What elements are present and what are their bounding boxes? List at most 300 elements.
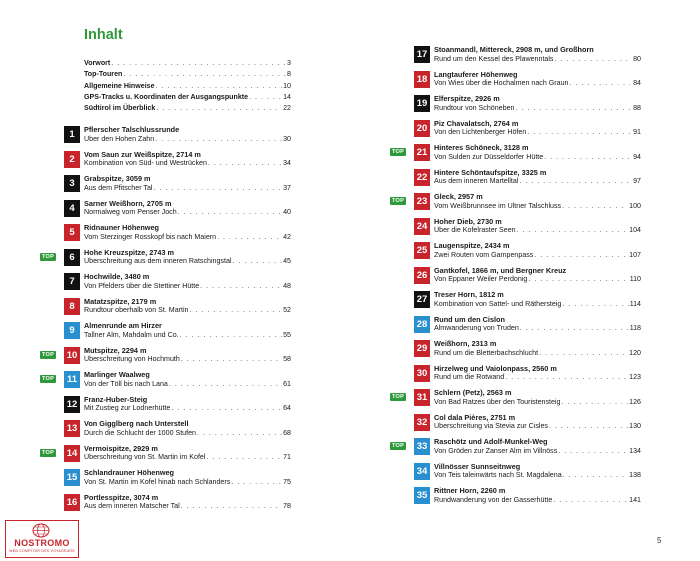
toc-entry [414,290,641,315]
front-matter-item [84,90,291,101]
front-matter-label: Top-Touren [84,70,123,79]
tour-number-badge: 24 [414,218,430,235]
leader-dots [156,82,283,90]
tour-subtitle-line [84,429,291,439]
tour-page: 107 [629,250,641,259]
tour-subtitle: Von Bad Ratzes über den Touristensteig [434,397,561,406]
tour-number-badge: 7 [64,273,80,290]
toc-entry-text [434,70,641,89]
tour-subtitle-line [434,202,641,212]
front-matter-item [84,101,291,112]
toc-entry [64,468,291,493]
tour-subtitle-line [434,422,641,432]
tour-subtitle-line [434,177,641,187]
tour-name: Gantkofel, 1866 m, und Bergner Kreuz [434,265,567,275]
tour-name: Marlinger Waalweg [84,370,150,379]
leader-dots [519,177,632,187]
tour-page: 138 [629,471,641,479]
tour-subtitle: Über die Kofelraster Seen [434,226,516,234]
tour-subtitle: Tallner Alm, Mahdalm und Co. [84,330,179,339]
tour-subtitle: Rundtour von Schöneben [434,103,515,112]
tour-subtitle-line [434,275,641,285]
toc-entry-text [434,45,641,64]
toc-entry [42,247,291,273]
tour-name: Schlern (Petz), 2563 m [434,388,512,397]
tour-number-badge: 20 [414,120,430,137]
leader-dots [515,104,632,114]
leader-dots [544,153,632,163]
tour-page: 84 [633,79,641,87]
tour-subtitle-line [434,324,641,334]
toc-entry-text [434,339,641,358]
tour-subtitle-line [84,159,291,169]
toc-entry [414,486,641,511]
tour-name: Grabspitze, 3059 m [84,174,151,183]
tour-page: 34 [283,159,291,167]
leader-dots [562,300,628,310]
tour-name: Hoher Dieb, 2730 m [434,216,502,226]
tour-name: Raschötz und Adolf-Munkel-Weg [434,437,548,446]
tour-number-badge: 21 [414,144,430,161]
toc-entry [414,241,641,266]
tour-name: Hirzelweg und Vaiolonpass, 2560 m [434,363,557,373]
toc-entry-text [84,468,291,487]
tour-name: Sarner Weißhorn, 2705 m [84,198,172,208]
tour-page: 55 [283,330,291,339]
toc-entry-text [434,266,641,285]
tour-page: 75 [283,477,291,486]
tour-name: Vom Saun zur Weißspitze, 2714 m [84,149,201,159]
tour-name: Langtauferer Höhenweg [434,69,518,79]
toc-entry [64,272,291,297]
tour-subtitle-line [434,55,641,65]
toc-entry [414,413,641,438]
toc-entry [64,395,291,420]
toc-entry [392,437,641,462]
tour-page: 120 [629,348,641,357]
toc-entry-text [434,462,641,481]
leader-dots [549,422,628,432]
leader-dots [505,373,628,383]
tour-subtitle-line [434,398,641,408]
leader-dots [190,306,283,316]
tour-subtitle-line [434,300,641,310]
leader-dots [562,202,628,212]
toc-entry-text [434,143,641,162]
tour-name: Rittner Horn, 2260 m [434,486,506,495]
toc-entry-text [84,444,291,463]
tour-subtitle: Überschreitung von Hochmuth [84,355,180,363]
tour-page: 94 [633,152,641,161]
top-tour-badge: TOP [392,443,404,449]
toc-entry [414,168,641,193]
tour-page: 91 [633,128,641,136]
leader-dots [197,429,282,439]
toc-entry [414,266,641,291]
tour-subtitle: Von der Töll bis nach Lana [84,379,168,388]
tour-name: Mutspitze, 2294 m [84,345,147,355]
tour-number-badge: 10 [64,347,80,364]
tour-number-badge: 26 [414,267,430,284]
leader-dots [563,471,629,481]
toc-entry [414,70,641,95]
toc-column-right [392,45,641,511]
tour-name: Matatzspitze, 2179 m [84,296,157,306]
tour-number-badge: 5 [64,224,80,241]
leader-dots [249,93,282,101]
toc-entry-text [84,321,291,340]
leader-dots [561,398,628,408]
tour-subtitle: Aus dem inneren Matscher Tal [84,502,180,510]
toc-entry-text [434,119,641,138]
tour-subtitle-line [84,355,291,365]
tour-name: Pflerscher Talschlussrunde [84,125,180,134]
page-title: Inhalt [84,27,123,43]
toc-entry-text [434,94,641,113]
front-matter-label: Allgemeine Hinweise [84,81,155,90]
toc-entry-text [84,174,291,193]
toc-entry-text [84,199,291,218]
page-number: 5 [657,536,662,545]
tour-subtitle-line [434,496,641,506]
top-tour-badge: TOP [42,253,54,260]
tour-subtitle-line [84,208,291,218]
tour-number-badge: 14 [64,445,80,462]
leader-dots [169,380,282,390]
leader-dots [528,275,628,285]
toc-entry-text [84,346,291,365]
tour-page: 88 [633,103,641,112]
tour-subtitle: Von Eppaner Weiler Perdonig [434,275,528,283]
tour-subtitle: Aus dem inneren Martelltal [434,177,519,185]
leader-dots [553,496,628,506]
tour-page: 100 [629,201,641,210]
toc-entry [392,388,641,413]
tour-name: Von Gigglberg nach Unterstell [84,419,189,428]
tour-subtitle-line [84,502,291,512]
top-tour-badge: TOP [392,149,404,155]
toc-entry [42,370,291,395]
toc-entry [64,199,291,224]
tour-page: 61 [283,379,291,388]
tour-subtitle-line [434,471,641,481]
tour-subtitle-line [84,184,291,194]
tour-number-badge: 19 [414,95,430,112]
front-matter-label: Südtirol im Überblick [84,103,156,112]
tour-number-badge: 13 [64,420,80,437]
leader-dots [178,208,282,218]
tour-subtitle-line [84,331,291,341]
tour-subtitle-line [84,135,291,145]
tour-name: Laugenspitze, 2434 m [434,241,510,250]
toc-entry [414,315,641,340]
tour-page: 134 [629,446,641,455]
tour-number-badge: 2 [64,151,80,168]
tour-subtitle-line [434,349,641,359]
leader-dots [206,453,282,463]
tour-subtitle-line [84,453,291,463]
leader-dots [123,70,286,78]
toc-entry-text [84,150,291,169]
tour-subtitle-line [434,128,641,138]
leader-dots [527,128,632,138]
tour-subtitle: Kombination von Sattel- und Räthersteig [434,299,562,308]
tour-number-badge: 30 [414,365,430,382]
tour-subtitle-line [434,153,641,163]
tour-number-badge: 32 [414,414,430,431]
tour-name: Piz Chavalatsch, 2764 m [434,118,519,128]
tour-subtitle-line [84,233,291,243]
leader-dots [569,79,632,89]
toc-entry [392,192,641,217]
tour-subtitle-line [434,447,641,457]
tour-number-badge: 29 [414,340,430,357]
toc-entry-text [434,486,641,505]
tour-subtitle: Vom Weißbrunnsee im Ultner Talschluss [434,201,562,210]
tour-subtitle: Über den Hohen Zahn [84,134,155,143]
tour-page: 118 [629,324,641,332]
globe-icon [30,523,52,538]
toc-entry [64,321,291,346]
tour-subtitle: Kombination von Süd- und Westrücken [84,159,207,167]
tour-subtitle: Zwei Routen vom Gampenpass [434,250,534,259]
toc-entry [414,119,641,144]
tour-page: 141 [629,495,641,504]
tour-subtitle: Überschreitung via Stevia zur Cisles [434,422,548,430]
tour-subtitle: Von St. Martin im Kofel hinab nach Schlanders [84,477,231,486]
toc-entry [42,345,291,371]
toc-entry [42,443,291,469]
toc-entry [414,45,641,70]
leader-dots [231,478,282,488]
tour-number-badge: 4 [64,200,80,217]
tour-subtitle-line [434,79,641,89]
front-matter-page: 22 [283,103,291,112]
tour-name: Elferspitze, 2926 m [434,94,500,103]
toc-entry-text [84,370,291,389]
tour-page: 30 [283,134,291,143]
toc-entry-text [434,315,641,334]
tour-subtitle: Normalweg vom Penser Joch [84,208,177,216]
leader-dots [520,324,629,334]
tour-number-badge: 31 [414,389,430,406]
front-matter-label: GPS-Tracks u. Koordinaten der Ausgangspunkte [84,92,249,101]
toc-entry-text [434,364,641,383]
toc-entry [414,339,641,364]
tour-page: 40 [283,208,291,216]
tour-subtitle: Von Teis taleinwärts nach St. Magdalena [434,471,562,479]
tour-page: 97 [633,177,641,185]
leader-dots [181,502,282,512]
top-tour-badge: TOP [42,376,54,382]
tour-subtitle: Von Pfelders über die Stettiner Hütte [84,281,200,290]
leader-dots [200,282,282,292]
toc-entry [64,223,291,248]
tour-subtitle-line [84,478,291,488]
tour-name: Hohe Kreuzspitze, 2743 m [84,247,175,257]
tour-subtitle: Von Gröden zur Zanser Alm im Villnöss [434,446,558,455]
tour-number-badge: 35 [414,487,430,504]
tour-name: Almenrunde am Hirzer [84,321,162,330]
tour-page: 45 [283,257,291,265]
tour-name: Weißhorn, 2313 m [434,339,497,348]
top-tour-badge: TOP [42,351,54,358]
toc-entry [64,125,291,150]
front-matter-item [84,78,291,89]
toc-entry-text [434,290,641,309]
leader-dots [181,355,282,365]
tour-number-badge: 23 [414,193,430,210]
tour-number-badge: 25 [414,242,430,259]
tour-subtitle: Von Sulden zur Düsseldorfer Hütte [434,152,544,161]
leader-dots [111,59,286,67]
toc-column-left [42,125,291,517]
tour-subtitle: Rund um die Bletterbachschlucht [434,348,539,357]
toc-entry [414,217,641,242]
tour-name: Treser Horn, 1812 m [434,290,504,299]
toc-entry-text [84,297,291,316]
tour-subtitle-line [434,104,641,114]
leader-dots [217,233,282,243]
tour-page: 80 [633,54,641,63]
tour-number-badge: 22 [414,169,430,186]
tour-number-badge: 3 [64,175,80,192]
tour-subtitle-line [84,282,291,292]
tour-number-badge: 8 [64,298,80,315]
tour-page: 42 [283,232,291,241]
tour-name: Gleck, 2957 m [434,192,483,201]
tour-subtitle: Von den Lichtenberger Höfen [434,128,527,136]
tour-subtitle: Rund um den Kessel des Plawenntals [434,54,554,63]
tour-subtitle-line [434,251,641,261]
tour-number-badge: 11 [64,371,80,388]
toc-entry [64,493,291,518]
tour-name: Stoanmandl, Mittereck, 2908 m, und Großhorn [434,45,594,54]
tour-subtitle-line [84,404,291,414]
tour-number-badge: 16 [64,494,80,511]
toc-entry [414,462,641,487]
leader-dots [171,404,282,414]
toc-entry-text [434,413,641,432]
toc-entry [64,419,291,444]
tour-number-badge: 34 [414,463,430,480]
tour-name: Col dala Pières, 2751 m [434,412,516,422]
tour-page: 48 [283,281,291,290]
tour-page: 104 [629,226,641,234]
tour-number-badge: 18 [414,71,430,88]
tour-name: Schlandrauner Höhenweg [84,468,175,477]
leader-dots [539,349,628,359]
toc-entry [64,297,291,322]
leader-dots [208,159,282,169]
tour-name: Ridnauner Höhenweg [84,223,159,232]
tour-page: 126 [629,397,641,406]
front-matter-item [84,67,291,78]
tour-subtitle: Rundtour oberhalb von St. Martin [84,306,189,314]
toc-entry-text [84,272,291,291]
leader-dots [155,135,282,145]
tour-number-badge: 33 [414,438,430,455]
tour-name: Franz-Huber-Steig [84,394,148,404]
leader-dots [180,331,282,341]
toc-entry-text [434,168,641,187]
tour-name: Hochwilde, 3480 m [84,272,150,281]
tour-subtitle-line [434,373,641,383]
leader-dots [517,226,629,236]
toc-entry [414,364,641,389]
top-tour-badge: TOP [42,449,54,456]
leader-dots [156,104,282,112]
tour-number-badge: 6 [64,249,80,266]
toc-entry [392,143,641,168]
tour-number-badge: 17 [414,46,430,63]
toc-entry-text [434,241,641,260]
tour-number-badge: 12 [64,396,80,413]
tour-subtitle: Rundwanderung von der Gasserhütte [434,495,553,504]
watermark-name: NOSTROMO [14,538,70,548]
tour-subtitle-line [434,226,641,236]
front-matter-list [84,56,291,112]
tour-number-badge: 15 [64,469,80,486]
tour-name: Portlesspitze, 3074 m [84,492,159,502]
leader-dots [554,55,632,65]
front-matter-label: Vorwort [84,59,111,68]
leader-dots [232,257,282,267]
tour-name: Hintere Schöntaufspitze, 3325 m [434,167,547,177]
toc-entry-text [434,437,641,456]
front-matter-item [84,56,291,67]
tour-page: 52 [283,306,291,314]
tour-subtitle: Mit Zustieg zur Lodnerhütte [84,404,171,412]
tour-subtitle: Überschreitung von St. Martin im Kofel [84,453,206,461]
toc-entry [64,174,291,199]
tour-page: 110 [629,275,641,283]
toc-entry-text [84,419,291,438]
toc-entry-text [434,388,641,407]
front-matter-page: 14 [283,92,291,101]
toc-entry-text [84,395,291,414]
toc-entry-text [84,248,291,267]
tour-name: Villnösser Sunnseitnweg [434,461,521,471]
leader-dots [534,251,628,261]
toc-entry-text [434,192,641,211]
tour-name: Vermoispitze, 2929 m [84,443,158,453]
toc-entry-text [84,223,291,242]
tour-page: 71 [283,453,291,461]
tour-subtitle-line [84,380,291,390]
tour-subtitle: Aus dem Pfitscher Tal [84,183,153,192]
watermark-logo [5,520,79,558]
tour-number-badge: 28 [414,316,430,333]
front-matter-page: 3 [287,59,291,68]
top-tour-badge: TOP [392,394,404,400]
toc-entry-text [434,217,641,236]
tour-subtitle-line [84,306,291,316]
watermark-tagline: WEB COMPTOIR DES VOYAGEURS [9,549,75,553]
tour-name: Hinteres Schöneck, 3128 m [434,143,529,152]
tour-name: Rund um den Cislon [434,314,505,324]
tour-page: 58 [283,355,291,363]
tour-page: 123 [629,373,641,381]
toc-entry-text [84,125,291,144]
front-matter-page: 8 [287,70,291,79]
tour-subtitle-line [84,257,291,267]
tour-page: 37 [283,183,291,192]
top-tour-badge: TOP [392,198,404,204]
tour-page: 64 [283,404,291,412]
toc-entry [414,94,641,119]
tour-number-badge: 9 [64,322,80,339]
